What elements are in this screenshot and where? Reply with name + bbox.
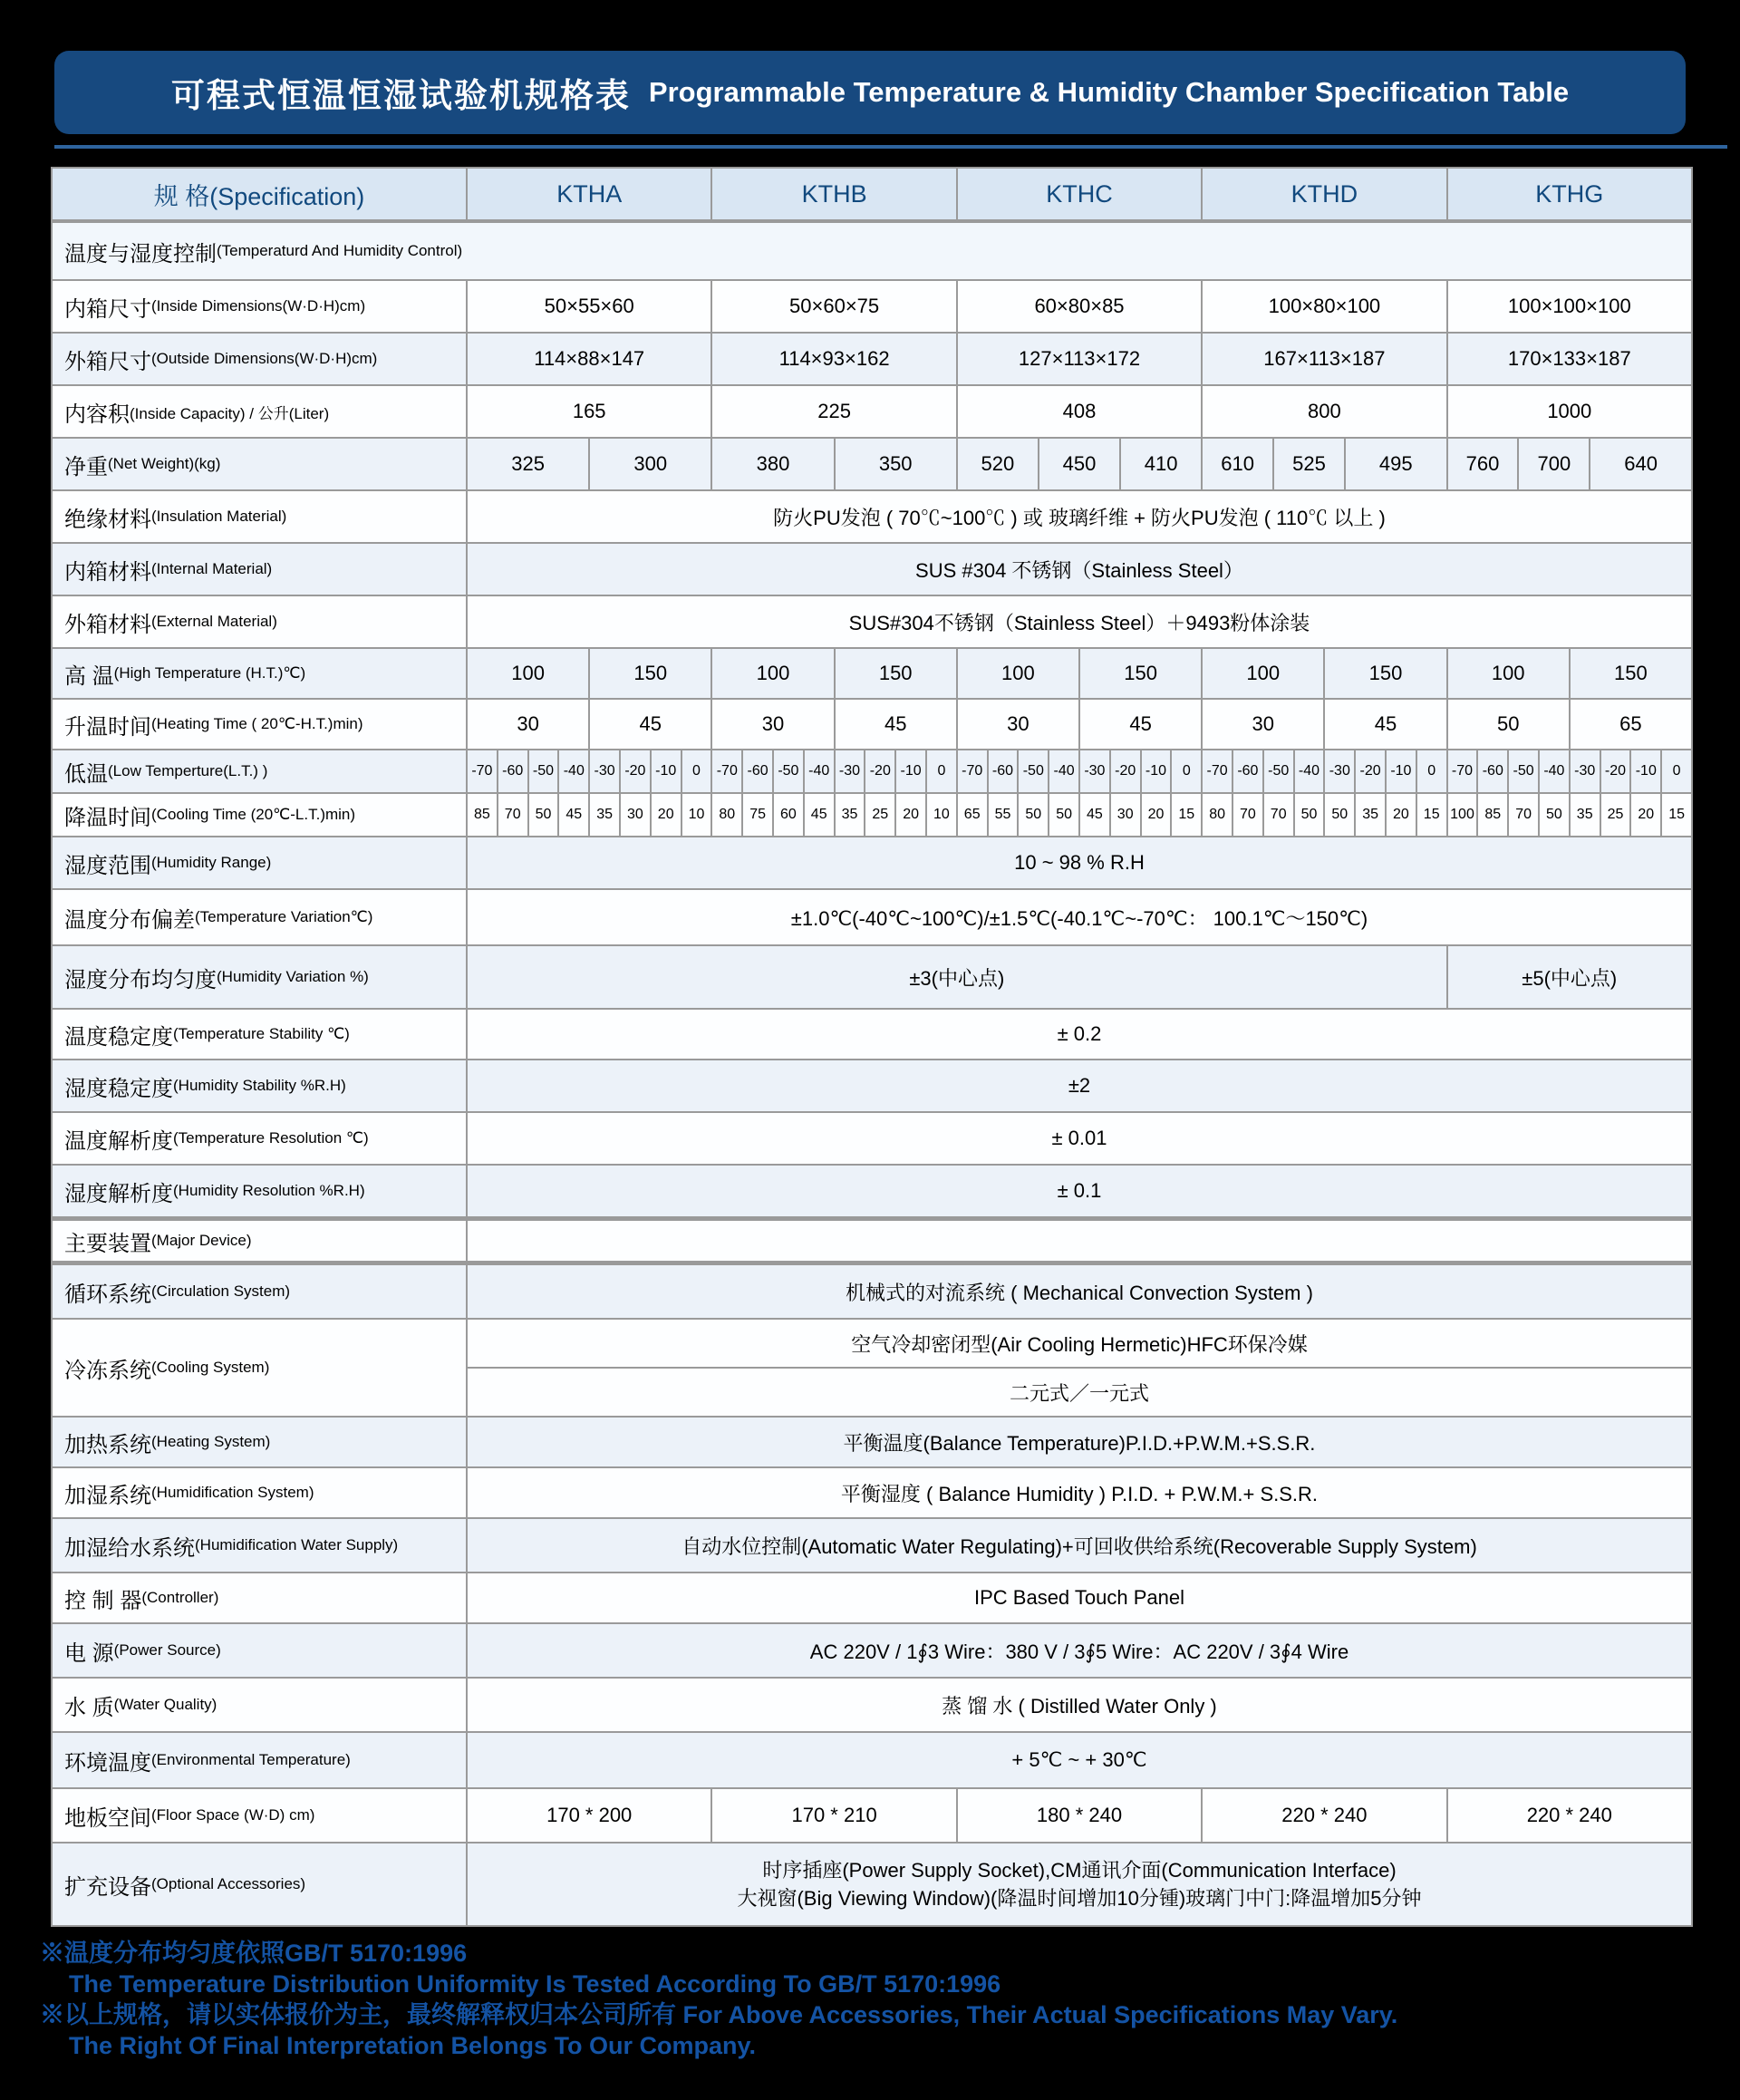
spec-value: -20 — [621, 750, 652, 794]
row-label: 湿度稳定度 (Humidity Stability %R.H) — [53, 1060, 468, 1113]
spec-value: -60 — [1233, 750, 1264, 794]
spec-value: 380 — [712, 439, 835, 491]
spec-value: -70 — [1203, 750, 1233, 794]
spec-value: 1000 — [1448, 386, 1693, 439]
spec-value: 35 — [1571, 794, 1601, 837]
spec-value: 800 — [1203, 386, 1447, 439]
spec-value: 100 — [468, 649, 590, 700]
spec-value: -50 — [1264, 750, 1295, 794]
spec-value: -30 — [1325, 750, 1356, 794]
spec-value: 防火PU发泡 ( 70℃~100℃ ) 或 玻璃纤维 + 防火PU发泡 ( 110℃ 以上 ) — [468, 491, 1693, 544]
row-label: 循环系统 (Circulation System) — [53, 1265, 468, 1320]
spec-value: 114×88×147 — [468, 334, 712, 386]
spec-value: 0 — [927, 750, 958, 794]
spec-value: 410 — [1121, 439, 1203, 491]
spec-value: 65 — [1571, 700, 1693, 750]
spec-value: 170 * 200 — [468, 1789, 712, 1844]
spec-value: 80 — [712, 794, 743, 837]
footnote-line: ※温度分布均匀度依照GB/T 5170:1996 — [40, 1940, 468, 1967]
spec-value: 760 — [1448, 439, 1520, 491]
spec-value: ± 0.01 — [468, 1113, 1693, 1166]
spec-value: 空气冷却密闭型(Air Cooling Hermetic)HFC环保冷媒 — [468, 1320, 1693, 1369]
spec-value: -20 — [1111, 750, 1142, 794]
spec-value: ± 0.1 — [468, 1166, 1693, 1218]
row-label: 扩充设备 (Optional Accessories) — [53, 1844, 468, 1927]
spec-value: 60×80×85 — [958, 281, 1203, 334]
spec-value: 495 — [1346, 439, 1448, 491]
spec-value: -50 — [1509, 750, 1540, 794]
spec-value: 75 — [743, 794, 774, 837]
row-label: 净重 (Net Weight)(kg) — [53, 439, 468, 491]
spec-value: 15 — [1172, 794, 1203, 837]
spec-value: -10 — [1387, 750, 1417, 794]
section-row-label: 温度与湿度控制 (Temperaturd And Humidity Control) — [53, 223, 1693, 281]
spec-value: 50 — [1325, 794, 1356, 837]
spec-value: 100 — [712, 649, 835, 700]
spec-value: 10 — [682, 794, 713, 837]
row-label: 控 制 器 (Controller) — [53, 1573, 468, 1624]
spec-value: 0 — [1662, 750, 1693, 794]
spec-value: 15 — [1417, 794, 1448, 837]
spec-value: 时序插座(Power Supply Socket),CM通讯介面(Communication Interface) 大视窗(Big Viewing Window)(降温时间增加10分锺)玻璃门中门:降温增加5分钟 — [468, 1844, 1693, 1927]
spec-value: ± 0.2 — [468, 1010, 1693, 1060]
spec-value: 100 — [958, 649, 1080, 700]
spec-value: 45 — [836, 700, 958, 750]
row-label: 冷冻系统 (Cooling System) — [53, 1320, 468, 1418]
spec-table — [51, 167, 1693, 1927]
spec-value: -20 — [1356, 750, 1387, 794]
spec-value: 20 — [896, 794, 927, 837]
row-label: 加湿给水系统 (Humidification Water Supply) — [53, 1519, 468, 1573]
row-label: 升温时间 (Heating Time ( 20℃-H.T.)min) — [53, 700, 468, 750]
spec-value: 蒸 馏 水 ( Distilled Water Only ) — [468, 1679, 1693, 1733]
row-label: 内容积 (Inside Capacity) / 公升(Liter) — [53, 386, 468, 439]
spec-value: 20 — [1387, 794, 1417, 837]
spec-value: -30 — [590, 750, 621, 794]
spec-value: 20 — [1631, 794, 1662, 837]
row-label: 内箱尺寸 (Inside Dimensions(W·D·H)cm) — [53, 281, 468, 334]
spec-value: 127×113×172 — [958, 334, 1203, 386]
spec-value — [468, 1218, 1693, 1265]
row-label: 湿度范围 (Humidity Range) — [53, 837, 468, 890]
footnotes — [40, 1938, 1397, 2061]
spec-value: 35 — [836, 794, 866, 837]
spec-value: 35 — [1356, 794, 1387, 837]
spec-value: 300 — [590, 439, 712, 491]
row-label: 环境温度 (Environmental Temperature) — [53, 1733, 468, 1789]
spec-value: 167×113×187 — [1203, 334, 1447, 386]
spec-value: 平衡温度(Balance Temperature)P.I.D.+P.W.M.+S.S.R. — [468, 1418, 1693, 1468]
footnote-line: The Temperature Distribution Uniformity Is Tested According To GB/T 5170:1996 — [69, 1970, 1001, 1998]
spec-value: -10 — [652, 750, 682, 794]
spec-value: 30 — [1111, 794, 1142, 837]
spec-value: -10 — [1631, 750, 1662, 794]
spec-value: ±3(中心点) — [468, 946, 1448, 1010]
row-label: 低温 (Low Temperture(L.T.) ) — [53, 750, 468, 794]
spec-value: 45 — [559, 794, 590, 837]
spec-value: ±5(中心点) — [1448, 946, 1693, 1010]
spec-value: 二元式／一元式 — [468, 1369, 1693, 1418]
row-label: 内箱材料 (Internal Material) — [53, 544, 468, 596]
spec-value: 0 — [1172, 750, 1203, 794]
spec-value: -50 — [1019, 750, 1049, 794]
spec-value: 100×100×100 — [1448, 281, 1693, 334]
spec-value: -10 — [896, 750, 927, 794]
spec-value: 45 — [1080, 794, 1111, 837]
spec-value: -60 — [498, 750, 529, 794]
spec-value: 100 — [1448, 794, 1479, 837]
spec-value: 45 — [590, 700, 712, 750]
spec-value: -40 — [1540, 750, 1571, 794]
footnote-line: ※以上规格，请以实体报价为主，最终解释权归本公司所有 For Above Accessories, Their Actual Specifications May Vary. — [40, 2001, 1398, 2028]
spec-value: -60 — [1478, 750, 1509, 794]
column-header-model: KTHG — [1448, 169, 1693, 223]
row-label: 温度分布偏差 (Temperature Variation℃) — [53, 890, 468, 946]
spec-value: -70 — [712, 750, 743, 794]
row-label: 湿度解析度 (Humidity Resolution %R.H) — [53, 1166, 468, 1218]
spec-value: 408 — [958, 386, 1203, 439]
row-label: 温度解析度 (Temperature Resolution ℃) — [53, 1113, 468, 1166]
spec-value: -20 — [1601, 750, 1632, 794]
spec-value: 30 — [958, 700, 1080, 750]
spec-value: 机械式的对流系统 ( Mechanical Convection System ) — [468, 1265, 1693, 1320]
row-label: 绝缘材料 (Insulation Material) — [53, 491, 468, 544]
spec-value: -40 — [559, 750, 590, 794]
spec-value: 640 — [1590, 439, 1693, 491]
spec-value: 610 — [1203, 439, 1274, 491]
row-label: 外箱材料 (External Material) — [53, 596, 468, 649]
row-label: 主要装置 (Major Device) — [53, 1218, 468, 1265]
spec-value: 50×60×75 — [712, 281, 957, 334]
row-label: 降温时间 (Cooling Time (20℃-L.T.)min) — [53, 794, 468, 837]
spec-value: -40 — [1295, 750, 1326, 794]
spec-value: -40 — [805, 750, 836, 794]
column-header-model: KTHB — [712, 169, 957, 223]
spec-value: AC 220V / 1∮3 Wire：380 V / 3∮5 Wire：AC 220V / 3∮4 Wire — [468, 1624, 1693, 1679]
spec-value: 180 * 240 — [958, 1789, 1203, 1844]
spec-value: 45 — [1080, 700, 1203, 750]
spec-value: 150 — [836, 649, 958, 700]
spec-value: 65 — [958, 794, 989, 837]
title-divider — [54, 145, 1727, 149]
spec-value: 70 — [1233, 794, 1264, 837]
spec-value: 170 * 210 — [712, 1789, 957, 1844]
row-label: 温度稳定度 (Temperature Stability ℃) — [53, 1010, 468, 1060]
spec-value: 700 — [1519, 439, 1590, 491]
spec-value: 30 — [621, 794, 652, 837]
spec-value: 10 ~ 98 % R.H — [468, 837, 1693, 890]
spec-value: 150 — [1080, 649, 1203, 700]
spec-value: 220 * 240 — [1203, 1789, 1447, 1844]
spec-value: 50×55×60 — [468, 281, 712, 334]
spec-value: 30 — [1203, 700, 1325, 750]
spec-value: -70 — [468, 750, 498, 794]
spec-value: 150 — [1571, 649, 1693, 700]
column-header-model: KTHC — [958, 169, 1203, 223]
row-label: 加热系统 (Heating System) — [53, 1418, 468, 1468]
spec-value: 15 — [1662, 794, 1693, 837]
spec-value: 50 — [1540, 794, 1571, 837]
spec-value: 70 — [1264, 794, 1295, 837]
spec-value: 525 — [1274, 439, 1346, 491]
column-header-model: KTHD — [1203, 169, 1447, 223]
spec-value: 30 — [468, 700, 590, 750]
spec-value: -30 — [1080, 750, 1111, 794]
page-title-zh: 可程式恒温恒湿试验机规格表 — [170, 77, 631, 114]
spec-value: 325 — [468, 439, 590, 491]
spec-value: -60 — [743, 750, 774, 794]
spec-value: 0 — [682, 750, 713, 794]
spec-value: ±2 — [468, 1060, 1693, 1113]
spec-value: 50 — [1049, 794, 1080, 837]
spec-value: 85 — [1478, 794, 1509, 837]
spec-value: -30 — [1571, 750, 1601, 794]
spec-value: 100 — [1203, 649, 1325, 700]
spec-value: 45 — [1325, 700, 1447, 750]
spec-value: -50 — [529, 750, 560, 794]
spec-value: 平衡湿度 ( Balance Humidity ) P.I.D. + P.W.M.+ S.S.R. — [468, 1468, 1693, 1519]
spec-value: -50 — [774, 750, 805, 794]
spec-value: 50 — [1019, 794, 1049, 837]
spec-value: 350 — [836, 439, 958, 491]
spec-value: 35 — [590, 794, 621, 837]
row-label: 湿度分布均匀度 (Humidity Variation %) — [53, 946, 468, 1010]
spec-value: + 5℃ ~ + 30℃ — [468, 1733, 1693, 1789]
spec-value: -70 — [1448, 750, 1479, 794]
spec-value: 20 — [652, 794, 682, 837]
spec-value: 10 — [927, 794, 958, 837]
spec-value: 150 — [590, 649, 712, 700]
spec-value: 50 — [1448, 700, 1571, 750]
spec-value: 自动水位控制(Automatic Water Regulating)+可回收供给系统(Recoverable Supply System) — [468, 1519, 1693, 1573]
spec-value: 0 — [1417, 750, 1448, 794]
footnote-line: The Right Of Final Interpretation Belongs To Our Company. — [69, 2032, 757, 2059]
row-label: 外箱尺寸 (Outside Dimensions(W·D·H)cm) — [53, 334, 468, 386]
spec-value: 20 — [1142, 794, 1173, 837]
column-header-model: KTHA — [468, 169, 712, 223]
column-header-spec: 规 格(Specification) — [53, 169, 468, 223]
spec-value: 100×80×100 — [1203, 281, 1447, 334]
spec-value: 220 * 240 — [1448, 1789, 1693, 1844]
spec-value: 70 — [498, 794, 529, 837]
spec-value: 165 — [468, 386, 712, 439]
spec-value: 70 — [1509, 794, 1540, 837]
spec-value: -10 — [1142, 750, 1173, 794]
spec-value: 85 — [468, 794, 498, 837]
spec-value: SUS#304不锈钢（Stainless Steel）＋9493粉体涂装 — [468, 596, 1693, 649]
spec-value: ±1.0℃(-40℃~100℃)/±1.5℃(-40.1℃~-70℃： 100.1℃～150℃) — [468, 890, 1693, 946]
spec-value: 520 — [958, 439, 1039, 491]
page-title-en: Programmable Temperature & Humidity Chamber Specification Table — [648, 76, 1570, 108]
spec-value: -30 — [836, 750, 866, 794]
spec-value: 100 — [1448, 649, 1571, 700]
spec-value: -60 — [989, 750, 1020, 794]
spec-value: 80 — [1203, 794, 1233, 837]
spec-value: 225 — [712, 386, 957, 439]
spec-value: IPC Based Touch Panel — [468, 1573, 1693, 1624]
spec-value: SUS #304 不锈钢（Stainless Steel） — [468, 544, 1693, 596]
spec-value: 60 — [774, 794, 805, 837]
row-label: 高 温 (High Temperature (H.T.)℃) — [53, 649, 468, 700]
spec-value: 170×133×187 — [1448, 334, 1693, 386]
spec-value: 450 — [1039, 439, 1121, 491]
spec-value: -20 — [865, 750, 896, 794]
row-label: 加湿系统 (Humidification System) — [53, 1468, 468, 1519]
spec-value: -40 — [1049, 750, 1080, 794]
row-label: 水 质 (Water Quality) — [53, 1679, 468, 1733]
row-label: 地板空间 (Floor Space (W·D) cm) — [53, 1789, 468, 1844]
row-label: 电 源 (Power Source) — [53, 1624, 468, 1679]
spec-value: 30 — [712, 700, 835, 750]
spec-value: 114×93×162 — [712, 334, 957, 386]
spec-value: 45 — [805, 794, 836, 837]
spec-value: 50 — [529, 794, 560, 837]
title-bar — [54, 51, 1686, 134]
spec-value: 55 — [989, 794, 1020, 837]
spec-value: 50 — [1295, 794, 1326, 837]
spec-value: -70 — [958, 750, 989, 794]
spec-value: 25 — [865, 794, 896, 837]
spec-value: 150 — [1325, 649, 1447, 700]
spec-value: 25 — [1601, 794, 1632, 837]
